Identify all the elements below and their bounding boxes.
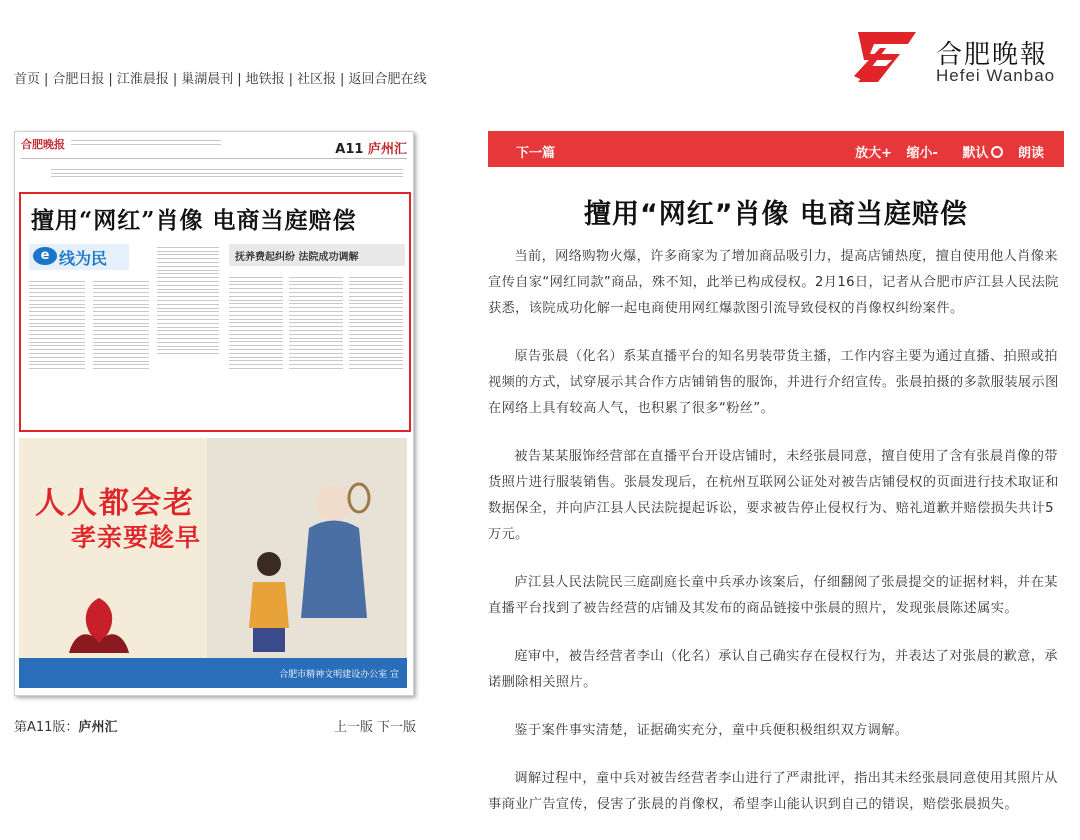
nav-separator: | (237, 72, 242, 87)
article-paragraph: 原告张晨（化名）系某直播平台的知名男装带货主播，工作内容主要为通过直播、拍照或拍视频的方式，试穿展示其合作方店铺销售的服饰，并进行介绍宣传。张晨拍摄的多款服装展示图在网络上具有较高人气，也积累了很多“粉丝”。 (488, 349, 1059, 416)
nav-separator: | (44, 72, 49, 87)
nav-link-hefei-daily[interactable]: 合肥日报 (52, 72, 105, 87)
paper-text-column (93, 278, 149, 372)
read-aloud-button[interactable]: 朗读 (1017, 146, 1044, 161)
article-paragraph: 鉴于案件事实清楚，证据确实充分，童中兵便积极组织双方调解。 (514, 723, 909, 738)
article-body (488, 244, 1064, 840)
article-title: 擅用“网红”肖像 电商当庭赔偿 (584, 199, 968, 230)
column-name: 线为民 (59, 249, 108, 268)
nav-separator: | (340, 72, 345, 87)
nav-separator: | (288, 72, 294, 87)
sculpture-icon (59, 593, 139, 658)
paper-highlighted-article[interactable] (19, 192, 411, 432)
article-paragraph: 调解过程中，童中兵对被告经营者李山进行了严肃批评，指出其未经张晨同意使用其照片从事商业广告宣传，侵害了张晨的肖像权，希望李山能认识到自己的错误，赔偿张晨损失。 (488, 771, 1058, 812)
circle-icon (991, 146, 1003, 158)
zoom-out-button[interactable]: 缩小- (906, 146, 938, 161)
paper-meta-lines (71, 137, 221, 147)
next-page-link[interactable]: 下一版 (377, 720, 417, 735)
nav-link-chaohu-morning[interactable]: 巢湖晨刊 (181, 72, 234, 87)
logo-en-text: Hefei Wanbao (936, 66, 1056, 85)
column-e-icon: e (33, 247, 57, 265)
girl-figure-icon (239, 548, 299, 658)
newspaper-page-thumbnail[interactable] (14, 131, 414, 696)
paper-page-number: A11 庐州汇 (335, 142, 407, 157)
ad-slogan-line1: 人人都会老 (35, 486, 195, 521)
nav-link-metro[interactable]: 地铁报 (245, 72, 285, 87)
edition-prefix: 第A11版： (14, 720, 79, 735)
nav-link-home[interactable]: 首页 (14, 72, 41, 87)
paper-text-column (349, 274, 403, 372)
article-toolbar (488, 131, 1064, 167)
paper-intro-text (51, 166, 403, 180)
paper-public-service-ad (19, 438, 407, 688)
paper-text-column (29, 278, 85, 372)
nav-link-jianghuai-morning[interactable]: 江淮晨报 (116, 72, 169, 87)
paper-column-badge (29, 244, 129, 270)
paper-masthead: 合肥晚报 (21, 138, 65, 151)
paper-sub-headline-box (229, 244, 405, 266)
ad-footer-text: 合肥市精神文明建设办公室 宣 (279, 670, 399, 680)
article-paragraph: 庐江县人民法院民三庭副庭长童中兵承办该案后，仔细翻阅了张晨提交的证据材料，并在某直播平台找到了被告经营的店铺及其发布的商品链接中张晨的照片，发现张晨陈述属实。 (488, 575, 1058, 616)
next-article-link[interactable]: 下一篇 (516, 146, 556, 161)
paper-text-column (289, 274, 343, 372)
nav-link-back-hefei-online[interactable]: 返回合肥在线 (348, 72, 427, 87)
edition-label (14, 716, 117, 735)
paper-text-column (229, 274, 283, 372)
top-nav (14, 68, 426, 87)
nav-separator: | (172, 72, 178, 87)
article-paragraph: 当前，网络购物火爆，许多商家为了增加商品吸引力，提高店铺热度，擅自使用他人肖像来宣传自家“网红同款”商品，殊不知，此举已构成侵权。2月16日，记者从合肥市庐江县人民法院获悉，该院成功化解一起电商使用网红爆款图引流导致侵权的肖像权纠纷案件。 (488, 249, 1059, 316)
paper-headline: 擅用“网红”肖像 电商当庭赔偿 (31, 207, 357, 234)
edition-name: 庐州汇 (78, 720, 118, 735)
ad-slogan-line2: 孝亲要趁早 (71, 523, 202, 552)
nav-separator: | (108, 72, 113, 87)
article-paragraph: 被告某某服饰经营部在直播平台开设店铺时，未经张晨同意，擅自使用了含有张晨肖像的带货照片进行服装销售。张晨发现后，在杭州互联网公证处对被告店铺侵权的页面进行技术取证和数据保全，并向庐江县人民法院提起诉讼，要求被告停止侵权行为、赔礼道歉并赔偿损失共计5万元。 (488, 449, 1059, 542)
page-pager (334, 716, 416, 735)
site-logo (850, 26, 1065, 96)
paper-sub-headline: 抚养费起纠纷 法院成功调解 (235, 252, 359, 263)
prev-page-link[interactable]: 上一版 (334, 720, 374, 735)
paper-text-column (157, 244, 219, 357)
article-paragraph: 庭审中，被告经营者李山（化名）承认自己确实存在侵权行为，并表达了对张晨的歉意，承诺删除相关照片。 (488, 649, 1058, 690)
default-size-label: 默认 (962, 146, 989, 161)
logo-mark-icon (850, 26, 920, 86)
default-size-button[interactable] (952, 146, 1003, 161)
font-controls (845, 142, 1044, 161)
logo-cn-text: 合肥晚報 (936, 40, 1049, 70)
elderly-figure-icon (289, 478, 379, 628)
ad-footer (19, 658, 407, 688)
paper-header (21, 136, 407, 159)
nav-link-community[interactable]: 社区报 (297, 72, 337, 87)
zoom-in-button[interactable]: 放大+ (855, 146, 892, 161)
